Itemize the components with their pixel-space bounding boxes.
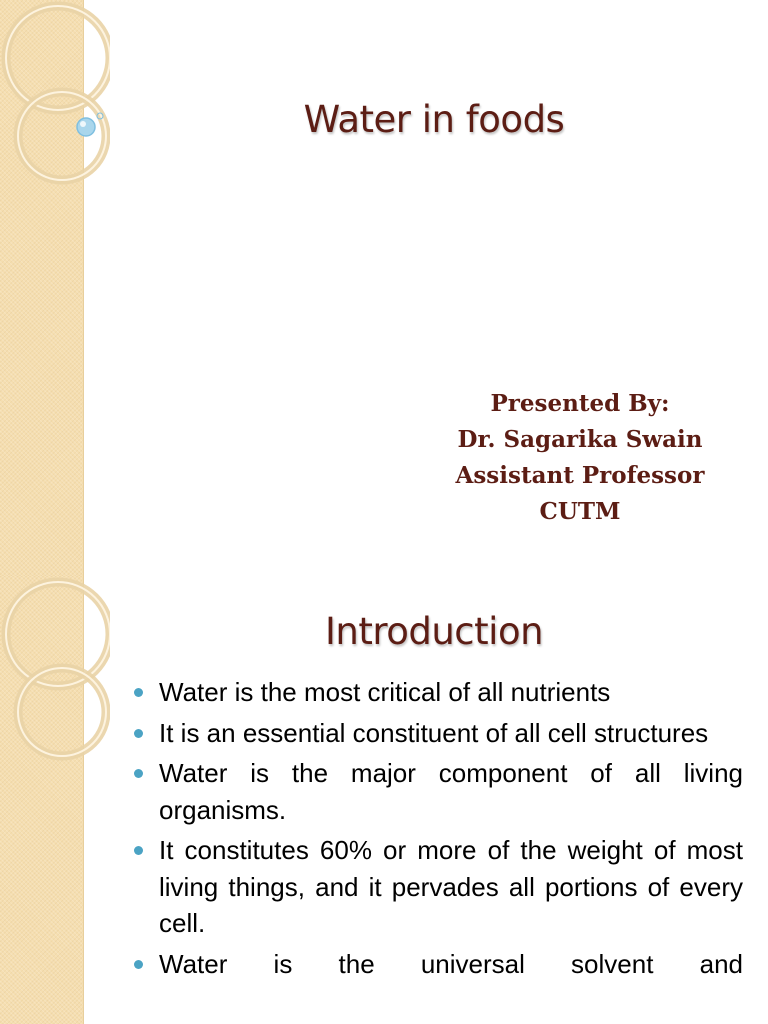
introduction-slide: [0, 576, 768, 1024]
bullet-dot-icon: [134, 688, 143, 697]
bullet-dot-icon: [134, 729, 143, 738]
presenter-role: Assistant Professor: [455, 462, 705, 489]
slide-title: Introduction: [324, 610, 544, 653]
bullet-item: It is an essential constituent of all cell structures: [132, 715, 743, 752]
decorative-rings: [0, 576, 110, 776]
bullet-item: It constitutes 60% or more of the weight of most living things, and it pervades all portions of every cell.: [132, 832, 743, 942]
decorative-rings: [0, 0, 110, 200]
presenter-institution: CUTM: [539, 498, 621, 525]
bullet-dot-icon: [134, 769, 143, 778]
presenter-name: Dr. Sagarika Swain: [457, 426, 703, 453]
presenter-block: [420, 386, 740, 530]
presenter-label: Presented By:: [490, 390, 670, 417]
bullet-item: Water is the universal solvent and: [132, 946, 743, 983]
bullet-item: Water is the major component of all living organisms.: [132, 755, 743, 828]
slide-title: Water in foods: [303, 98, 565, 141]
bullet-dot-icon: [134, 846, 143, 855]
bullet-dot-icon: [134, 960, 143, 969]
bullet-list: [132, 674, 743, 986]
bullet-item: Water is the most critical of all nutrients: [132, 674, 743, 711]
